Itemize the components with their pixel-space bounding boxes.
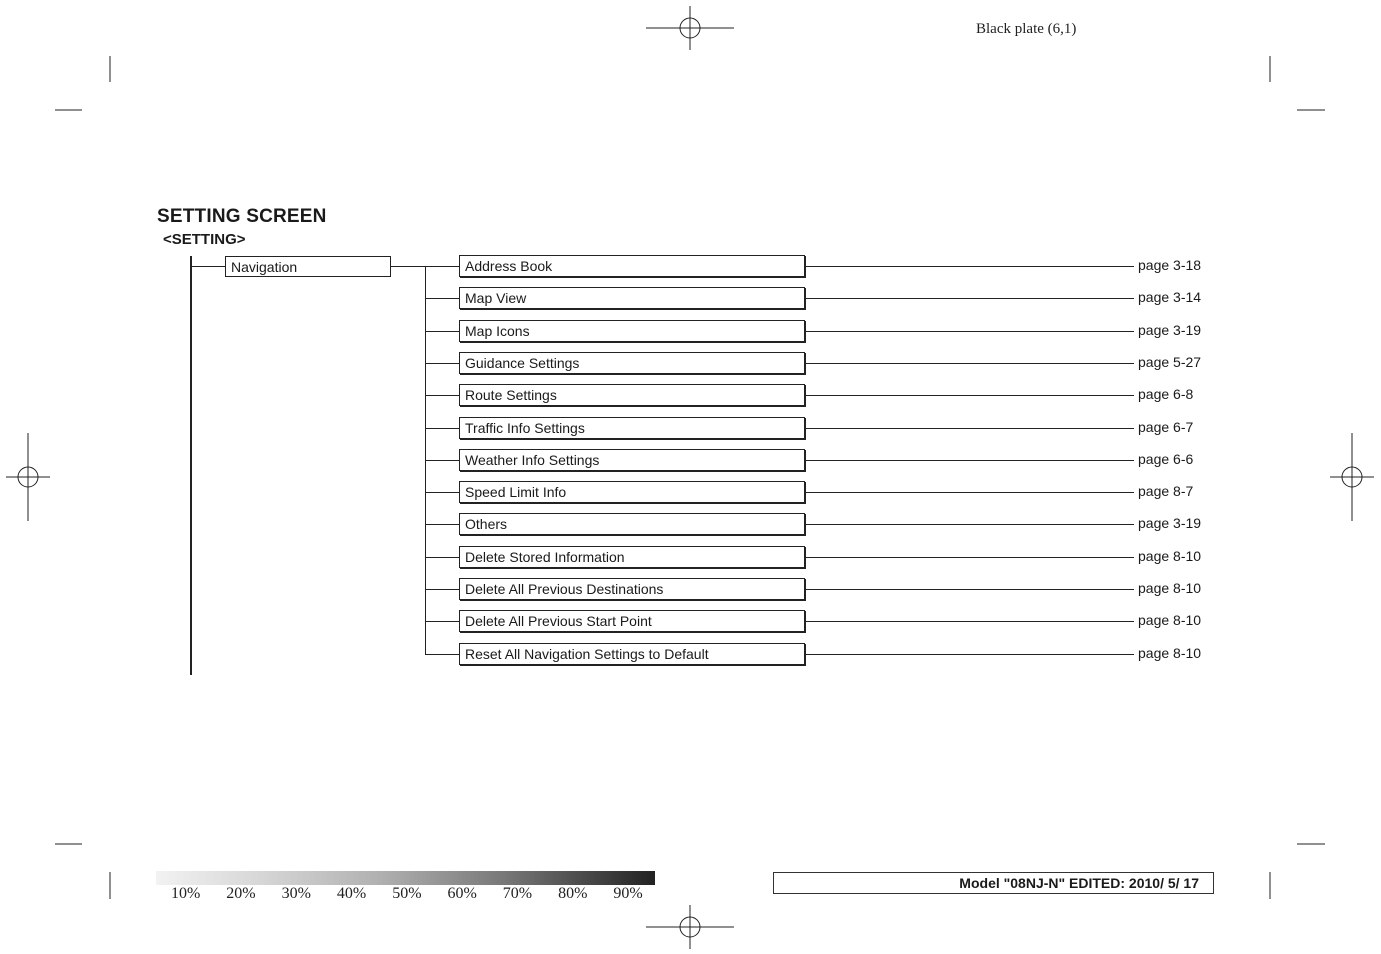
section-subtitle: <SETTING>	[163, 231, 246, 248]
page-leader-line	[806, 363, 1134, 364]
page-reference: page 5-27	[1138, 353, 1202, 370]
gray-scale-label: 60%	[447, 885, 477, 902]
item-branch-line	[425, 557, 459, 558]
page-reference: page 8-10	[1138, 580, 1202, 596]
setting-item: Traffic Info Settings	[459, 417, 805, 439]
page-leader-line	[806, 331, 1134, 332]
item-branch-line	[425, 589, 459, 590]
item-branch-line	[425, 331, 459, 332]
nav-connector-line	[391, 266, 426, 267]
page-leader-line	[806, 557, 1134, 558]
item-branch-line	[425, 298, 459, 299]
gray-scale-label: 90%	[613, 885, 643, 902]
page-leader-line	[806, 621, 1134, 622]
page-leader-line	[806, 492, 1134, 493]
setting-item: Others	[459, 513, 805, 535]
page-leader-line	[806, 460, 1134, 461]
gray-scale-label: 50%	[392, 885, 422, 902]
item-branch-line	[425, 524, 459, 525]
page-reference: page 6-8	[1138, 386, 1194, 403]
item-branch-line	[425, 266, 459, 267]
page-leader-line	[806, 428, 1134, 429]
item-branch-line	[425, 428, 459, 429]
item-branch-line	[425, 363, 459, 364]
plate-label: Black plate (6,1)	[976, 21, 1077, 37]
page-leader-line	[806, 266, 1134, 267]
page-leader-line	[806, 395, 1134, 396]
setting-item: Weather Info Settings	[459, 449, 805, 471]
gray-scale-label: 20%	[226, 885, 256, 902]
item-branch-line	[425, 492, 459, 493]
gray-scale-label: 10%	[171, 885, 201, 902]
navigation-node: Navigation	[225, 256, 391, 277]
gray-scale-label: 80%	[558, 885, 588, 902]
root-trunk-line	[190, 256, 192, 675]
footer-model-info: Model "08NJ-N" EDITED: 2010/ 5/ 17	[773, 872, 1214, 894]
page-reference: page 3-19	[1138, 321, 1202, 338]
item-branch-line	[425, 395, 459, 396]
page-reference: page 6-6	[1138, 450, 1194, 467]
item-branch-line	[425, 654, 459, 655]
gray-scale-label: 30%	[281, 885, 311, 902]
setting-item: Route Settings	[459, 384, 805, 406]
page-leader-line	[806, 524, 1134, 525]
setting-item: Speed Limit Info	[459, 481, 805, 503]
setting-item: Delete All Previous Start Point	[459, 610, 805, 632]
gray-scale-label: 70%	[502, 885, 533, 902]
setting-item: Map Icons	[459, 320, 805, 342]
page-reference: page 6-7	[1138, 418, 1194, 435]
item-branch-line	[425, 460, 459, 461]
page-leader-line	[806, 589, 1134, 590]
gray-scale-bar	[156, 871, 655, 885]
setting-item: Guidance Settings	[459, 352, 805, 374]
page-title: SETTING SCREEN	[157, 206, 327, 227]
page-leader-line	[806, 298, 1134, 299]
gray-scale-label: 40%	[336, 885, 367, 902]
setting-item: Map View	[459, 287, 805, 309]
page-reference: page 3-18	[1138, 257, 1202, 273]
item-branch-line	[425, 621, 459, 622]
root-branch-line	[191, 266, 225, 267]
page-reference: page 8-7	[1138, 483, 1194, 500]
page-reference: page 8-10	[1138, 612, 1202, 629]
page-reference: page 3-19	[1138, 515, 1202, 532]
setting-item: Delete All Previous Destinations	[459, 578, 805, 600]
page-reference: page 8-10	[1138, 547, 1202, 564]
page-reference: page 8-10	[1138, 644, 1202, 661]
page-reference: page 3-14	[1138, 289, 1202, 306]
page-leader-line	[806, 654, 1134, 655]
setting-item: Reset All Navigation Settings to Default	[459, 643, 805, 665]
setting-item: Address Book	[459, 255, 805, 277]
setting-item: Delete Stored Information	[459, 546, 805, 568]
